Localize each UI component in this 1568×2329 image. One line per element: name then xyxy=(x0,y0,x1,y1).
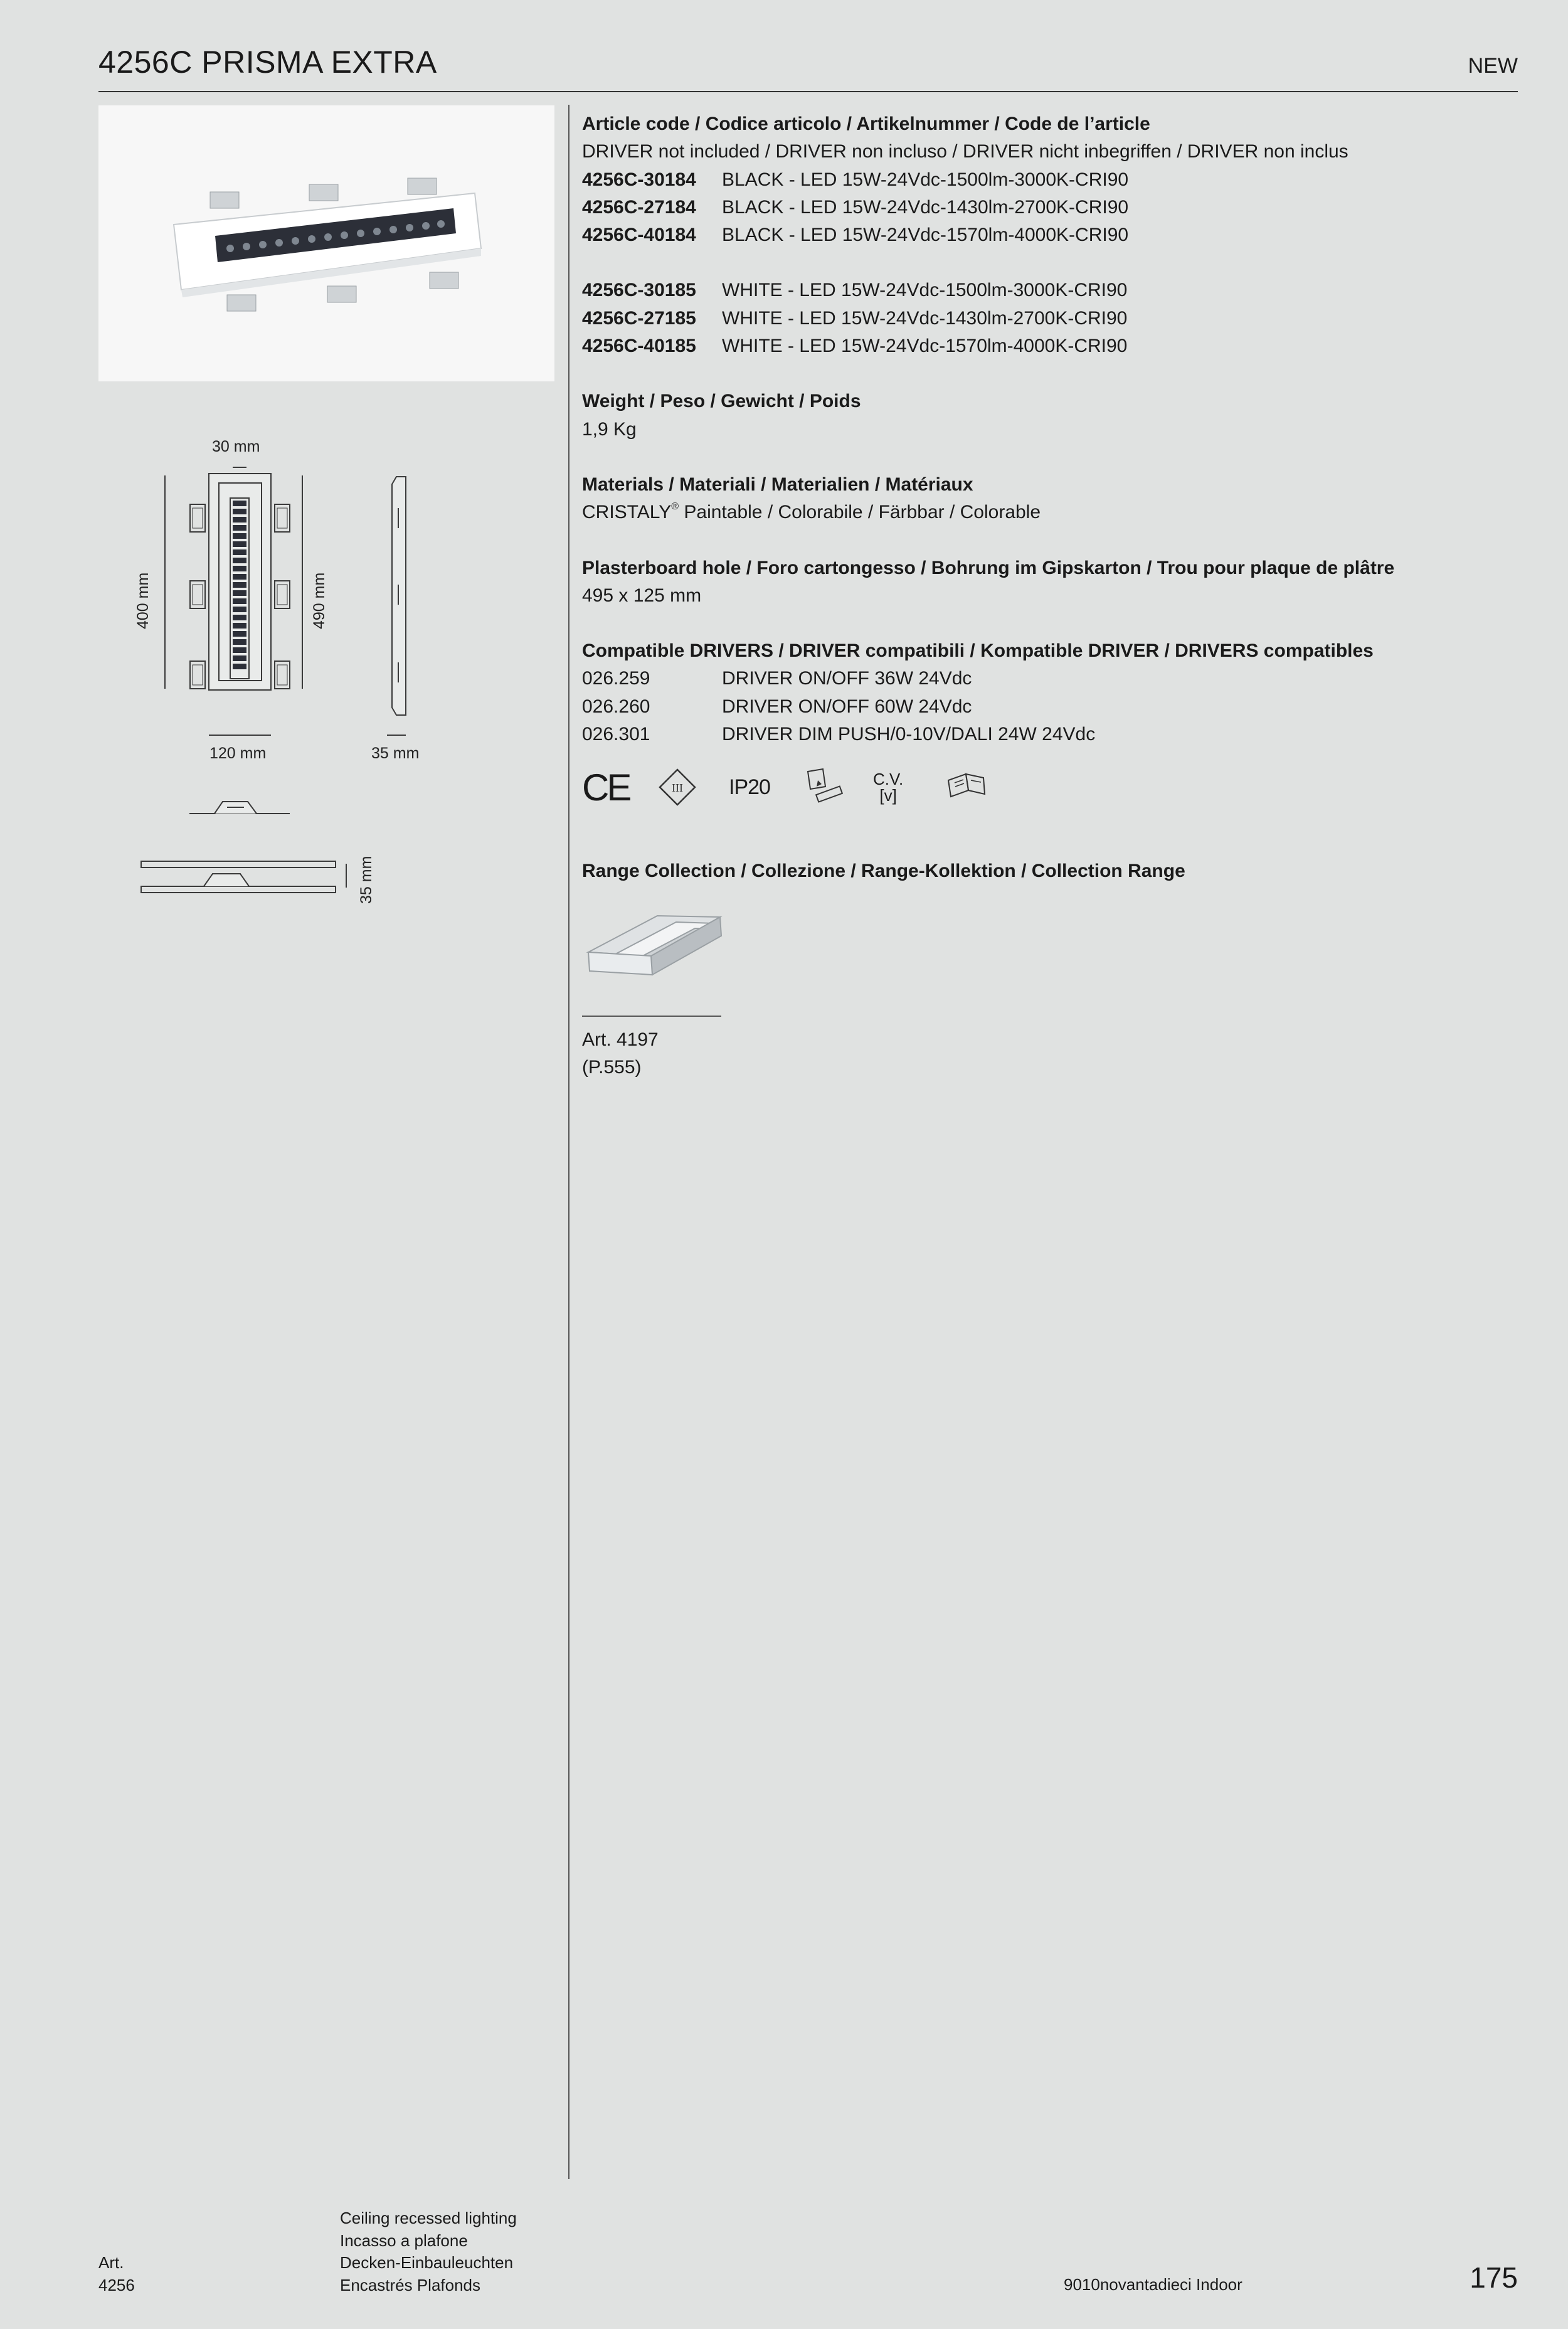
article-code: 4256C-30185 xyxy=(582,280,696,301)
article-desc: BLACK - LED 15W-24Vdc-1570lm-4000K-CRI90 xyxy=(722,225,1129,246)
ce-mark-icon: CE xyxy=(582,766,630,809)
materials-value xyxy=(582,499,1460,526)
svg-text:III: III xyxy=(672,782,683,794)
range-page-ref: (P.555) xyxy=(582,1057,642,1078)
footer-categories xyxy=(340,2207,517,2296)
product-photo xyxy=(98,105,554,381)
list-item xyxy=(582,166,1460,194)
article-desc: WHITE - LED 15W-24Vdc-1570lm-4000K-CRI90 xyxy=(722,336,1128,357)
front-view-leds xyxy=(233,501,246,669)
footer-category: Incasso a plafone xyxy=(340,2231,468,2250)
driver-desc: DRIVER ON/OFF 60W 24Vdc xyxy=(722,696,972,717)
weight-value: 1,9 Kg xyxy=(582,418,637,440)
footer-art-label: Art. xyxy=(98,2253,124,2272)
article-desc: WHITE - LED 15W-24Vdc-1500lm-3000K-CRI90 xyxy=(722,280,1128,301)
spec-list xyxy=(582,110,1460,748)
materials-desc: Paintable / Colorabile / Färbbar / Colorable xyxy=(679,502,1041,523)
driver-code: 026.260 xyxy=(582,696,650,717)
list-item xyxy=(582,721,1460,748)
footer-article xyxy=(98,2252,135,2296)
list-item xyxy=(582,332,1460,360)
footer-art-number: 4256 xyxy=(98,2275,135,2295)
article-code-heading: Article code / Codice articolo / Artikelnummer / Code de l’article xyxy=(582,114,1150,134)
range-heading: Range Collection / Collezione / Range-Kollektion / Collection Range xyxy=(582,861,1185,881)
ip20-rating-icon: IP20 xyxy=(729,775,770,799)
dim-width-top: 30 mm xyxy=(212,438,260,455)
range-divider xyxy=(582,1016,721,1017)
hole-heading: Plasterboard hole / Foro cartongesso / Bohrung im Gipskarton / Trou pour plaque de plâtre xyxy=(582,557,1395,578)
list-item xyxy=(582,665,1460,692)
list-item xyxy=(582,221,1460,249)
dim-height-inner: 400 mm xyxy=(134,572,152,629)
new-badge: NEW xyxy=(1468,54,1518,78)
dim-depth-section: 35 mm xyxy=(358,856,375,904)
driver-code: 026.259 xyxy=(582,668,650,689)
range-product-image xyxy=(582,898,723,986)
article-desc: WHITE - LED 15W-24Vdc-1430lm-2700K-CRI90 xyxy=(722,307,1128,329)
article-desc: BLACK - LED 15W-24Vdc-1430lm-2700K-CRI90 xyxy=(722,196,1129,218)
registered-mark: ® xyxy=(671,501,679,512)
article-code: 4256C-40185 xyxy=(582,336,696,357)
dim-depth-side: 35 mm xyxy=(371,745,420,762)
driver-note: DRIVER not included / DRIVER non incluso / DRIVER nicht inbegriffen / DRIVER non inclus xyxy=(582,141,1348,162)
article-code: 4256C-27185 xyxy=(582,307,696,329)
drivers-heading: Compatible DRIVERS / DRIVER compatibili / Kompatible DRIVER / DRIVERS compatibles xyxy=(582,640,1374,662)
article-code: 4256C-30184 xyxy=(582,169,696,190)
list-item xyxy=(582,194,1460,221)
driver-code: 026.301 xyxy=(582,724,650,745)
list-item xyxy=(582,277,1460,304)
column-divider xyxy=(568,105,569,2179)
header-divider xyxy=(98,91,1518,92)
technical-drawing xyxy=(98,427,450,928)
range-art-info xyxy=(582,1026,659,1081)
weight-heading: Weight / Peso / Gewicht / Poids xyxy=(582,391,861,412)
article-code: 4256C-40184 xyxy=(582,225,696,246)
constant-voltage-icon: C.V. [v] xyxy=(873,770,904,805)
manual-icon xyxy=(946,765,987,809)
product-photo-image xyxy=(98,105,554,381)
materials-heading: Materials / Materiali / Materialien / Matériaux xyxy=(582,474,973,495)
materials-brand: CRISTALY xyxy=(582,502,672,523)
footer-category: Encastrés Plafonds xyxy=(340,2275,481,2295)
driver-desc: DRIVER ON/OFF 36W 24Vdc xyxy=(722,668,972,689)
range-art-number: Art. 4197 xyxy=(582,1029,659,1050)
footer-category: Decken-Einbauleuchten xyxy=(340,2253,514,2272)
installation-icon xyxy=(803,765,844,809)
footer-category: Ceiling recessed lighting xyxy=(340,2209,517,2227)
driver-desc: DRIVER DIM PUSH/0-10V/DALI 24W 24Vdc xyxy=(722,724,1096,745)
class-iii-icon xyxy=(658,765,697,809)
footer-brand: 9010novantadieci Indoor xyxy=(1064,2275,1242,2294)
page-number: 175 xyxy=(1470,2261,1518,2294)
dim-height-outer: 490 mm xyxy=(310,572,328,629)
page-title: 4256C PRISMA EXTRA xyxy=(98,45,437,80)
article-desc: BLACK - LED 15W-24Vdc-1500lm-3000K-CRI90 xyxy=(722,169,1129,190)
list-item xyxy=(582,305,1460,332)
list-item xyxy=(582,693,1460,721)
dim-width-bottom: 120 mm xyxy=(209,745,267,762)
article-code: 4256C-27184 xyxy=(582,196,696,218)
hole-value: 495 x 125 mm xyxy=(582,585,702,606)
